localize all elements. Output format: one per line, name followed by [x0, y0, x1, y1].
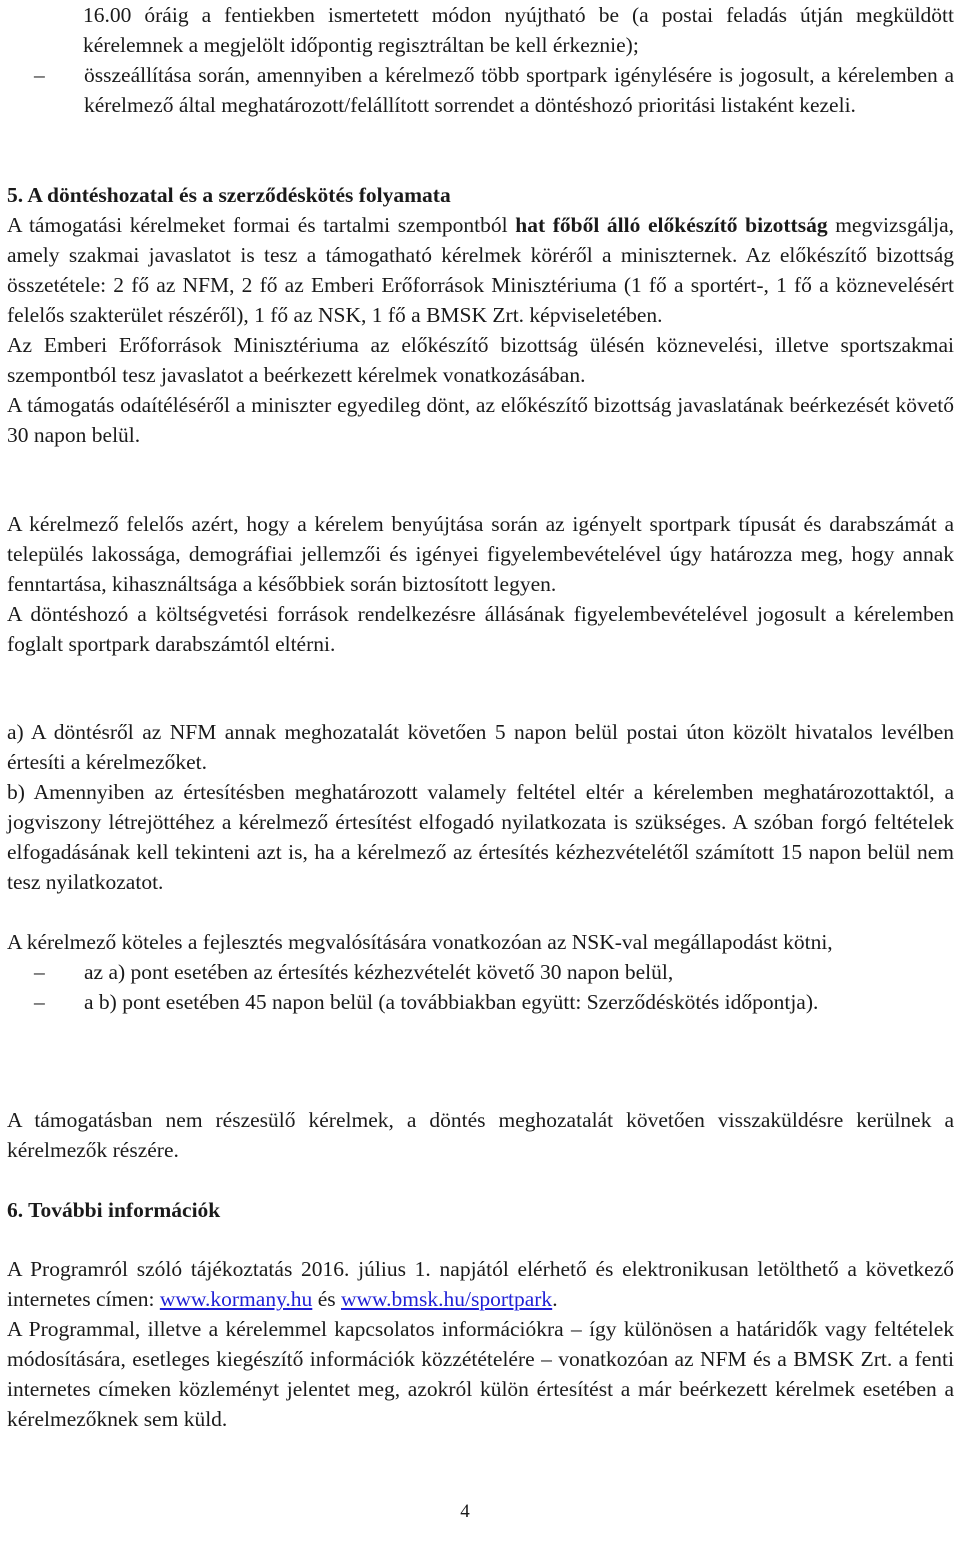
- section-6-paragraph-1: A Programról szóló tájékoztatás 2016. július 1. napjától elérhető és elektronikusan letölthető a következő internetes címen: www.kormany.hu és www.bmsk.hu/sportpark.: [7, 1257, 954, 1311]
- applicant-responsibility: [7, 509, 954, 659]
- section-5-paragraph-1: A támogatási kérelmeket formai és tartalmi szempontból hat főből álló előkészítő bizottság megvizsgálja, amely szakmai javaslatot is tesz a támogatható kérelmek köréről a miniszternek. Az előkészítő bizottság összetétele: 2 fő az NFM, 2 fő az Emberi Erőforrások Minisztériuma (1 fő a sportért-, 1 fő a köznevelésért felelős szakterület részéről), 1 fő az NSK, 1 fő a BMSK Zrt. képviseletében.: [7, 213, 955, 327]
- intro-dash-item: [7, 60, 954, 120]
- paragraph-b: b) Amennyiben az értesítésben meghatározott valamely feltétel eltér a kérelemben meghatározottaktól, a jogviszony létrejöttéhez a kérelmező értesítést elfogadó nyilatkozata is szükséges. A szóban forgó feltételek elfogadásának kell tekinteni azt is, ha a kérelmező az értesítés kézhezvételétől számított 15 napon belül nem tesz nyilatkozatot.: [7, 780, 954, 894]
- section-6-body: [7, 1254, 954, 1434]
- contract-obligation: [7, 927, 954, 1017]
- section-6: [7, 1195, 954, 1225]
- section-6-paragraph-2: A Programmal, illetve a kérelemmel kapcsolatos információkra – így különösen a határidők vagy feltételek módosítására, esetleges kiegészítő információk közzétételére – vonatkozóan az NFM és a BMSK Zrt. a fenti internetes címeken közleményt jelentet meg, azokról külön értesítést a már beérkezett kérelmek esetében a kérelmezőknek sem küld.: [7, 1317, 954, 1431]
- dash-bullet: –: [34, 63, 45, 87]
- intro-continuation: [83, 0, 954, 60]
- paragraph-a: a) A döntésről az NFM annak meghozatalát követően 5 napon belül postai úton közölt hivatalos levélben értesíti a kérelmezőket.: [7, 720, 954, 774]
- section-5-title: A döntéshozatal és a szerződéskötés folyamata: [27, 183, 451, 207]
- kormany-link[interactable]: www.kormany.hu: [159, 1287, 313, 1311]
- contract-item-1: – az a) pont esetében az értesítés kézhezvételét követő 30 napon belül,: [7, 957, 954, 987]
- section-5-heading: [7, 180, 954, 210]
- section-5-number: 5.: [7, 183, 24, 207]
- dash-bullet: –: [34, 990, 45, 1014]
- section-5-paragraph-4: A kérelmező felelős azért, hogy a kérelem benyújtása során az igényelt sportpark típusát és darabszámát a település lakossága, demográfiai jellemzői és igényei figyelembevételével úgy határozza meg, hogy annak fenntartása, kihasználtsága a későbbiek során biztosított legyen.: [7, 512, 954, 596]
- page-number: 4: [460, 1501, 470, 1522]
- contract-item-2: – a b) pont esetében 45 napon belül (a továbbiakban együtt: Szerződéskötés időpontja).: [7, 987, 954, 1017]
- section-5-paragraph-7: A támogatásban nem részesülő kérelmek, a döntés meghozatalát követően visszaküldésre kerülnek a kérelmezők részére.: [7, 1108, 954, 1162]
- section-5: [7, 180, 954, 450]
- committee-emphasis: hat főből álló előkészítő bizottság: [515, 213, 828, 237]
- section-5-paragraph-3: A támogatás odaítéléséről a miniszter egyedileg dönt, az előkészítő bizottság javaslatának beérkezését követő 30 napon belül.: [7, 393, 954, 447]
- intro-line: 16.00 óráig a fentiekben ismertetett módon nyújtható be (a postai feladás útján megküldött kérelemnek a megjelölt időpontig regisztráltan be kell érkeznie);: [83, 3, 954, 57]
- section-5-paragraph-5: A döntéshozó a költségvetési források rendelkezésre állásának figyelembevételével jogosult a kérelemben foglalt sportpark darabszámtól eltérni.: [7, 602, 954, 656]
- intro-item-text: összeállítása során, amennyiben a kérelmező több sportpark igénylésére is jogosult, a kérelemben a kérelmező által meghatározott/felállított sorrendet a döntéshozó prioritási listaként kezeli.: [84, 63, 954, 117]
- dash-bullet: –: [34, 960, 45, 984]
- decision-notification: [7, 717, 954, 897]
- section-5-paragraph-2: Az Emberi Erőforrások Minisztériuma az előkészítő bizottság ülésén köznevelési, illetve sportszakmai szempontból tesz javaslatot a beérkezett kérelmek vonatkozásában.: [7, 333, 954, 387]
- rejected-applications: [7, 1105, 954, 1165]
- section-5-paragraph-6: A kérelmező köteles a fejlesztés megvalósítására vonatkozóan az NSK-val megállapodást kötni,: [7, 930, 833, 954]
- section-6-heading: 6. További információk: [7, 1198, 221, 1222]
- bmsk-sportpark-link[interactable]: www.bmsk.hu/sportpark: [340, 1287, 553, 1311]
